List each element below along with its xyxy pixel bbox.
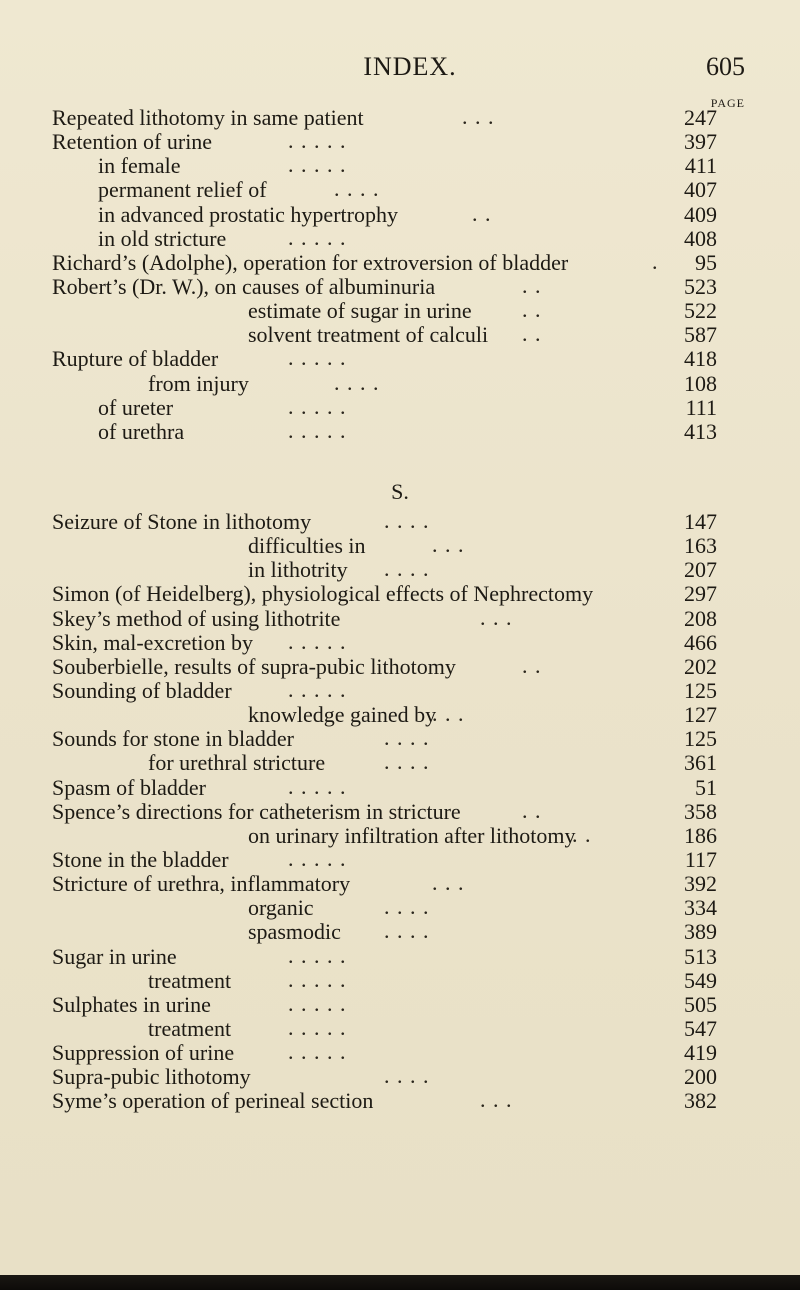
dot-leader: . . . . . xyxy=(288,345,347,371)
index-entry-text: for urethral stricture xyxy=(148,750,326,776)
index-entry xyxy=(52,872,717,896)
index-entry-text: Robert’s (Dr. W.), on causes of albuminuria xyxy=(52,273,436,299)
index-entry-text: Retention of urine xyxy=(52,129,213,155)
index-entry xyxy=(52,1089,717,1113)
index-entry xyxy=(52,178,717,202)
index-entry xyxy=(52,604,717,631)
dot-leader: . . . . . xyxy=(288,1039,347,1065)
dot-leader: . . . xyxy=(462,104,495,129)
index-entry-text: in lithotrity xyxy=(248,557,348,583)
index-entry-text: estimate of sugar in urine xyxy=(248,298,472,324)
index-entry xyxy=(52,393,717,420)
index-entry-text: Supra-pubic lithotomy xyxy=(52,1064,251,1090)
page-column-label: PAGE xyxy=(710,96,745,110)
index-entry-text: Richard’s (Adolphe), operation for extroversion of bladder xyxy=(52,249,569,275)
index-section-s xyxy=(52,510,717,1114)
dot-leader: . . xyxy=(522,297,542,323)
index-entry-text: Skin, mal-excretion by xyxy=(52,629,254,655)
index-entry-text: organic xyxy=(248,895,314,921)
index-entry-text: of urethra xyxy=(98,418,185,444)
index-entry-text: Skey’s method of using lithotrite xyxy=(52,605,341,631)
index-entry xyxy=(52,1041,717,1065)
index-entry-page: 111 xyxy=(685,394,717,420)
index-entry xyxy=(52,676,717,703)
index-entry-text: Stricture of urethra, inflammatory xyxy=(52,871,351,897)
index-entry-text: in advanced prostatic hypertrophy xyxy=(98,201,398,227)
index-entry-page: 411 xyxy=(684,153,717,179)
index-entry-page: 587 xyxy=(684,322,717,348)
index-entry-text: of ureter xyxy=(98,394,174,420)
dot-leader: . . . . xyxy=(384,918,430,944)
index-entry-text: Sounding of bladder xyxy=(52,677,232,703)
index-entry xyxy=(52,628,717,655)
index-entry-page: 200 xyxy=(684,1064,717,1090)
index-entry-page: 207 xyxy=(684,557,717,583)
dot-leader: . . . . xyxy=(384,1063,430,1089)
index-entry-page: 513 xyxy=(684,943,717,969)
dot-leader: . . . . xyxy=(384,749,430,775)
dot-leader: . . . . . xyxy=(288,845,347,871)
dot-leader: . . . . . xyxy=(288,966,347,992)
index-entry xyxy=(52,299,717,323)
index-entry-page: 186 xyxy=(684,822,717,848)
dot-leader: . . . . . xyxy=(288,990,347,1016)
index-entry-page: 407 xyxy=(684,177,717,203)
index-entry-page: 505 xyxy=(684,991,717,1017)
index-entry xyxy=(52,920,717,944)
dot-leader: . . . . . xyxy=(288,942,347,968)
dot-leader: . . xyxy=(472,200,492,226)
index-entry xyxy=(52,200,717,227)
index-entry xyxy=(52,773,717,800)
index-entry xyxy=(52,703,717,727)
index-entry-text: Stone in the bladder xyxy=(52,846,229,872)
index-entry xyxy=(52,248,717,275)
index-entry-page: 418 xyxy=(684,346,717,372)
index-entry-text: treatment xyxy=(148,1015,232,1041)
index-entry-page: 297 xyxy=(684,581,717,607)
index-entry-page: 419 xyxy=(684,1040,717,1066)
index-entry xyxy=(52,534,717,558)
index-entry xyxy=(52,727,717,751)
index-entry-text: on urinary infiltration after lithotomy xyxy=(248,822,576,848)
dot-leader: . . . . . xyxy=(288,128,347,154)
index-entry-text: in old stricture xyxy=(98,225,227,251)
index-entry-page: 466 xyxy=(684,629,717,655)
page-bottom-edge xyxy=(0,1275,800,1290)
index-entry-page: 163 xyxy=(684,533,717,559)
index-entry xyxy=(52,1014,717,1041)
dot-leader: . . xyxy=(522,797,542,823)
dot-leader: . . . . xyxy=(334,369,380,395)
index-entry-page: 147 xyxy=(684,509,717,534)
index-entry-text: spasmodic xyxy=(248,919,341,945)
index-entry xyxy=(52,652,717,679)
index-entry-text: Simon (of Heidelberg), physiological effects of Nephrectomy xyxy=(52,581,594,607)
index-entry xyxy=(52,896,717,920)
index-entry xyxy=(52,821,717,848)
index-entry-text: solvent treatment of calculi xyxy=(248,322,489,348)
dot-leader: . . . . xyxy=(384,725,430,751)
index-entry-page: 547 xyxy=(684,1015,717,1041)
index-entry-page: 361 xyxy=(684,750,717,776)
index-entry-page: 358 xyxy=(684,798,717,824)
index-entry xyxy=(52,347,717,371)
index-entry xyxy=(52,417,717,444)
index-entry-page: 127 xyxy=(684,702,717,728)
index-entry-page: 51 xyxy=(695,774,717,800)
index-entry-page: 382 xyxy=(684,1088,717,1114)
dot-leader: . . xyxy=(572,821,592,847)
dot-leader: . . . . . xyxy=(288,676,347,702)
dot-leader: . . . . . xyxy=(288,628,347,654)
index-entry xyxy=(52,990,717,1017)
index-entry-page: 523 xyxy=(684,273,717,299)
dot-leader: . . . . xyxy=(334,176,380,202)
index-entry-text: Sugar in urine xyxy=(52,943,177,969)
dot-leader: . . . . xyxy=(384,508,430,533)
index-entry-page: 413 xyxy=(684,418,717,444)
index-entry-text: Rupture of bladder xyxy=(52,346,219,372)
index-entry xyxy=(52,130,717,154)
index-entry-text: treatment xyxy=(148,967,232,993)
dot-leader: . . . . . xyxy=(288,152,347,178)
index-entry xyxy=(52,224,717,251)
index-entry-text: Souberbielle, results of supra-pubic lithotomy xyxy=(52,653,456,679)
index-entry xyxy=(52,369,717,396)
index-entry xyxy=(52,966,717,993)
index-entry-page: 549 xyxy=(684,967,717,993)
dot-leader: . . . . . xyxy=(288,393,347,419)
index-entry-text: from injury xyxy=(148,370,249,396)
index-entry-page: 397 xyxy=(684,129,717,155)
dot-leader: . . . . xyxy=(384,894,430,920)
dot-leader: . . xyxy=(522,321,542,347)
index-entry-text: Seizure of Stone in lithotomy xyxy=(52,509,312,534)
index-entry-text: knowledge gained by xyxy=(248,702,437,728)
index-entry-text: Repeated lithotomy in same patient xyxy=(52,105,364,130)
index-entry-text: Sounds for stone in bladder xyxy=(52,726,294,752)
index-entry-text: difficulties in xyxy=(248,533,366,559)
index-entry xyxy=(52,154,717,178)
index-entry-page: 125 xyxy=(684,677,717,703)
index-entry xyxy=(52,1065,717,1089)
dot-leader: . . . . . xyxy=(288,417,347,443)
index-entry-page: 117 xyxy=(684,846,717,872)
index-entry xyxy=(52,558,717,582)
index-entry-text: permanent relief of xyxy=(98,177,267,203)
dot-leader: . . . . . xyxy=(288,1014,347,1040)
index-entry-page: 408 xyxy=(684,225,717,251)
index-entry-text: in female xyxy=(98,153,181,179)
index-entry-text: Syme’s operation of perineal section xyxy=(52,1088,374,1114)
index-section-r xyxy=(52,106,717,444)
index-entry xyxy=(52,942,717,969)
index-entry-page: 95 xyxy=(695,249,717,275)
index-entry xyxy=(52,582,717,606)
dot-leader: . . . . . xyxy=(288,773,347,799)
section-letter-s: S. xyxy=(391,479,409,504)
dot-leader: . . . xyxy=(480,604,513,630)
index-entry-text: Spasm of bladder xyxy=(52,774,206,800)
page-title: INDEX. xyxy=(363,52,457,81)
index-entry-text: Suppression of urine xyxy=(52,1040,235,1066)
index-entry-text: Sulphates in urine xyxy=(52,991,211,1017)
page-header xyxy=(60,52,760,86)
dot-leader: . . . xyxy=(432,532,465,558)
dot-leader: . . . xyxy=(432,870,465,896)
index-entry xyxy=(52,845,717,872)
index-entry-page: 108 xyxy=(684,370,717,396)
dot-leader: . . . xyxy=(432,701,465,727)
index-entry-page: 389 xyxy=(684,919,717,945)
index-entry-page: 208 xyxy=(684,605,717,631)
dot-leader: . . xyxy=(522,652,542,678)
index-entry-page: 522 xyxy=(684,298,717,324)
dot-leader: . . . . . xyxy=(288,224,347,250)
dot-leader: . xyxy=(652,248,659,274)
index-entry-page: 125 xyxy=(684,726,717,752)
index-entry xyxy=(52,510,717,534)
index-entry-page: 392 xyxy=(684,871,717,897)
dot-leader: . . xyxy=(522,272,542,298)
index-entry xyxy=(52,323,717,347)
dot-leader: . . . xyxy=(480,1087,513,1113)
index-entry xyxy=(52,751,717,775)
page-number: 605 xyxy=(706,52,745,81)
index-entry xyxy=(52,106,717,130)
index-entry-page: 409 xyxy=(684,201,717,227)
index-entry-text: Spence’s directions for catheterism in stricture xyxy=(52,798,461,824)
dot-leader: . . . . xyxy=(384,556,430,582)
index-entry xyxy=(52,272,717,299)
index-entry-page: 202 xyxy=(684,653,717,679)
index-entry-page: 334 xyxy=(684,895,717,921)
index-entry xyxy=(52,797,717,824)
index-entry-page: 247 xyxy=(684,105,717,130)
